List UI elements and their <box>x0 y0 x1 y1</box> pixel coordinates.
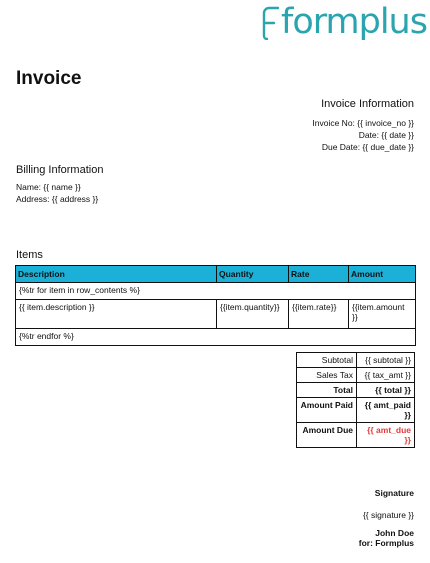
item-quantity-cell: {{item.quantity}} <box>217 300 289 329</box>
amount-due-value: {{ amt_due }} <box>357 423 415 448</box>
invoice-due-date: Due Date: {{ due_date }} <box>321 142 414 152</box>
billing-name: Name: {{ name }} <box>16 182 81 192</box>
logo-text: formplus <box>281 2 427 42</box>
amount-paid-value: {{ amt_paid }} <box>357 398 415 423</box>
table-row <box>16 300 416 329</box>
formplus-logo <box>262 2 427 54</box>
invoice-information <box>312 98 414 153</box>
signature-heading: Signature <box>374 488 414 498</box>
invoice-info-heading: Invoice Information <box>321 98 414 110</box>
subtotal-label: Subtotal <box>297 353 357 368</box>
formplus-logo-icon <box>262 6 280 40</box>
billing-address: Address: {{ address }} <box>16 194 99 204</box>
item-amount-cell: {{item.amount }} <box>349 300 416 329</box>
billing-information <box>16 164 103 205</box>
items-table <box>15 265 416 346</box>
signer-name: John Doe <box>375 528 414 538</box>
total-value: {{ total }} <box>357 383 415 398</box>
items-heading: Items <box>16 249 43 261</box>
amount-paid-label: Amount Paid <box>297 398 357 423</box>
item-description-cell: {{ item.description }} <box>16 300 217 329</box>
amount-due-row <box>297 423 415 448</box>
invoice-number: Invoice No: {{ invoice_no }} <box>312 118 414 128</box>
sales-tax-row <box>297 368 415 383</box>
sales-tax-label: Sales Tax <box>297 368 357 383</box>
loop-start-cell: {%tr for item in row_contents %} <box>16 283 416 300</box>
subtotal-row <box>297 353 415 368</box>
signature-block <box>359 488 414 548</box>
billing-heading: Billing Information <box>16 164 104 176</box>
amount-paid-row <box>297 398 415 423</box>
signature-placeholder: {{ signature }} <box>362 510 414 520</box>
sales-tax-value: {{ tax_amt }} <box>357 368 415 383</box>
subtotal-value: {{ subtotal }} <box>357 353 415 368</box>
loop-end-cell: {%tr endfor %} <box>16 329 416 346</box>
signer-company: for: Formplus <box>358 538 414 548</box>
item-rate-cell: {{item.rate}} <box>289 300 349 329</box>
invoice-date: Date: {{ date }} <box>358 130 414 140</box>
column-header-quantity: Quantity <box>217 266 289 283</box>
total-label: Total <box>297 383 357 398</box>
items-header-row <box>16 266 416 283</box>
loop-start-row <box>16 283 416 300</box>
amount-due-label: Amount Due <box>297 423 357 448</box>
total-row <box>297 383 415 398</box>
totals-table <box>296 352 415 448</box>
page-title: Invoice <box>16 68 82 89</box>
column-header-rate: Rate <box>289 266 349 283</box>
column-header-description: Description <box>16 266 217 283</box>
column-header-amount: Amount <box>349 266 416 283</box>
loop-end-row <box>16 329 416 346</box>
